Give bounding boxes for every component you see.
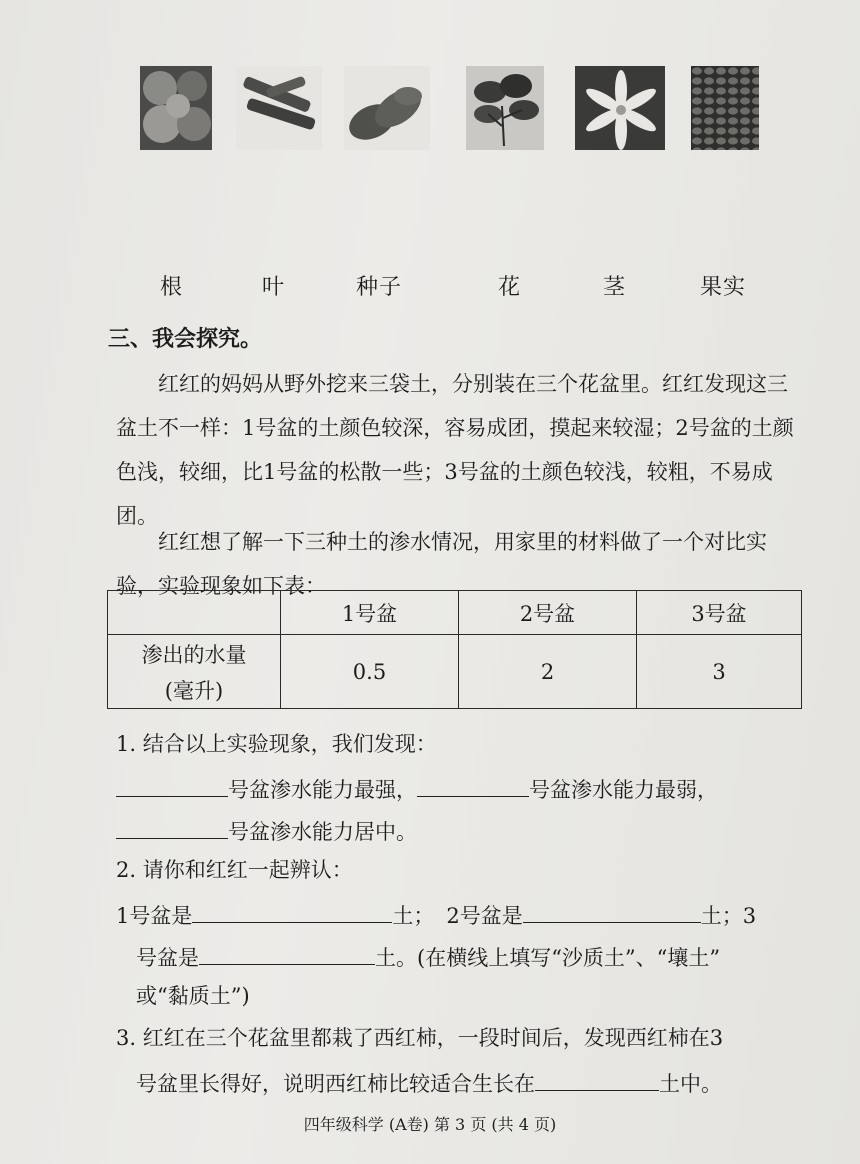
q2-line-1 [116,898,756,930]
answer-blank-middle[interactable] [116,814,228,839]
table-row-label [108,635,281,709]
q3-text-start: 号盆里长得好，说明西红柿比较适合生长在 [136,1072,535,1096]
experiment-table [107,590,802,709]
table-cell-pot3: 3 [637,635,802,709]
q1-prompt: 1. 结合以上实验现象，我们发现： [116,732,437,756]
flower-photo [575,66,665,150]
label-fruit: 果实 [700,275,747,300]
q3-line-2 [136,1066,722,1098]
q1-line-b [116,814,417,846]
answer-blank-pot2-soil[interactable] [523,898,701,923]
q1-line-a [116,772,718,804]
answer-blank-pot3-soil[interactable] [199,940,375,965]
q1-text-a: 号盆渗水能力最强， [228,778,417,802]
label-seed: 种子 [356,275,403,300]
q2-soil-end1: 土； [392,904,435,928]
row-label-line2: (毫升) [164,678,224,703]
table-header-pot3: 3号盆 [637,591,802,635]
intro-paragraph-2: 红红想了解一下三种土的渗水情况，用家里的材料做了一个对比实验，实验现象如下表： [116,530,767,598]
leaf-photo [466,66,544,150]
q3-text-end: 土中。 [659,1072,722,1096]
answer-blank-weakest[interactable] [417,772,529,797]
table-row [108,635,802,709]
label-stem: 茎 [603,275,627,300]
q2-pot3-text: 号盆是 [136,946,199,970]
q2-soil-end3: 土。(在横线上填写“沙质土”、“壤土” [375,946,721,970]
q2-pot2-text: 2号盆是 [446,904,523,928]
table-header-pot1: 1号盆 [281,591,459,635]
root-photo [344,66,430,150]
q2-line-2 [136,940,720,972]
q3-line-1: 3. 红红在三个花盆里都栽了西红柿，一段时间后，发现西红柿在3 [116,1026,724,1050]
q1-text-c: 号盆渗水能力居中。 [228,820,417,844]
label-flower: 花 [498,275,522,300]
label-root: 根 [160,275,184,300]
page-footer: 四年级科学 (A卷) 第 3 页 (共 4 页) [303,1115,557,1134]
table-cell-pot2: 2 [459,635,637,709]
q2-soil-end2: 土；3 [700,904,757,928]
q2-prompt: 2. 请你和红红一起辨认： [116,858,353,882]
answer-blank-q3[interactable] [535,1066,659,1091]
row-label-line1: 渗出的水量 [141,642,247,667]
answer-blank-strongest[interactable] [116,772,228,797]
q2-pot1-text: 1号盆是 [116,904,193,928]
stem-photo [236,66,322,150]
answer-blank-pot1-soil[interactable] [192,898,392,923]
table-cell-pot1: 0.5 [281,635,459,709]
table-header-blank [108,591,281,635]
intro-paragraph-1: 红红的妈妈从野外挖来三袋土，分别装在三个花盆里。红红发现这三盆土不一样：1号盆的土颜色较深，容易成团，摸起来较湿；2号盆的土颜色浅，较细，比1号盆的松散一些；3号盆的土颜色较浅，较粗，不易成团。 [116,372,794,528]
seeds-photo [691,66,759,150]
section-title: 三、我会探究。 [108,326,263,352]
q2-line-3: 或“黏质土”) [136,984,250,1008]
table-header-pot2: 2号盆 [459,591,637,635]
label-leaf: 叶 [262,275,286,300]
table-header-row [108,591,802,635]
q1-text-b: 号盆渗水能力最弱， [529,778,718,802]
fruit-photo [140,66,212,150]
